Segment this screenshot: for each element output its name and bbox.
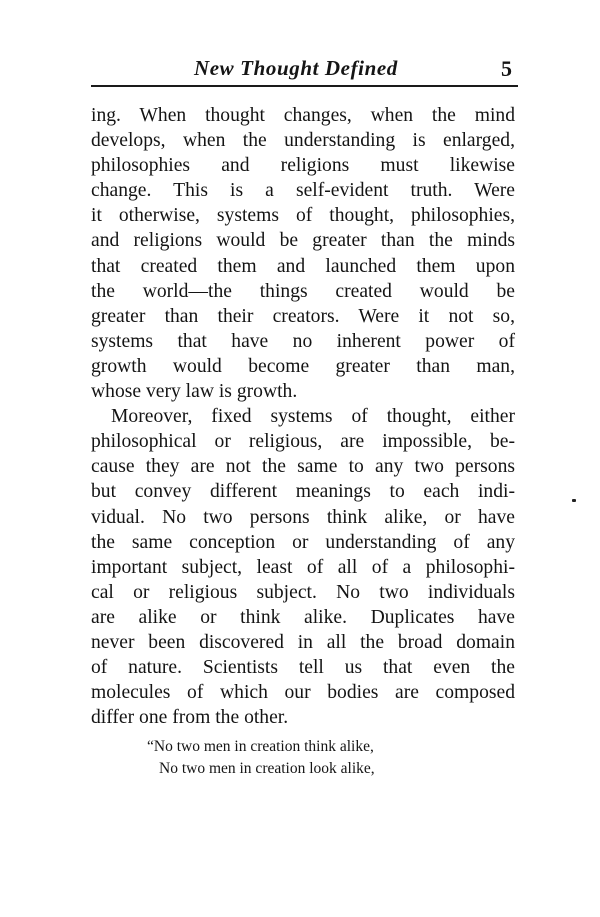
text-line: Moreover, fixed systems of thought, either [111,406,515,428]
text-line: philosophical or religious, are impossible, be- [91,431,515,453]
page-number: 5 [501,56,512,81]
text-line: of nature. Scientists tell us that even the [91,657,515,679]
text-line: greater than their creators. Were it not so, [91,305,515,327]
paragraph-2 [91,404,515,730]
verse-quotation [147,736,375,780]
text-line: that created them and launched them upon [91,255,515,277]
text-line: but convey different meanings to each indi- [91,481,515,503]
text-line: the same conception or understanding of any [91,531,515,553]
body-text [91,103,515,730]
verse-line: “No two men in creation think alike, [147,738,374,755]
text-line: it otherwise, systems of thought, philosophies, [91,205,515,227]
text-line: important subject, least of all of a philosophi- [91,556,515,578]
text-line: are alike or think alike. Duplicates have [91,606,515,628]
text-line: growth would become greater than man, [91,355,515,377]
running-head [91,50,518,86]
running-title: New Thought Defined [194,56,398,80]
text-line: ing. When thought changes, when the mind [91,105,515,126]
text-line: change. This is a self-evident truth. Were [91,180,515,202]
paragraph-1 [91,103,515,404]
header-rule [91,85,518,87]
text-line: vidual. No two persons think alike, or have [91,506,515,528]
text-line: cal or religious subject. No two individuals [91,581,515,603]
text-line: systems that have no inherent power of [91,330,515,352]
text-line: differ one from the other. [91,707,289,729]
scan-speck [572,499,576,502]
verse-line: No two men in creation look alike, [159,760,375,777]
text-line: philosophies and religions must likewise [91,155,515,177]
text-line: never been discovered in all the broad domain [91,631,515,653]
text-line: and religions would be greater than the minds [91,230,515,252]
text-line: cause they are not the same to any two persons [91,456,515,478]
text-line: molecules of which our bodies are composed [91,682,515,704]
text-line: develops, when the understanding is enlarged, [91,130,515,152]
text-line: the world—the things created would be [91,280,515,302]
text-line: whose very law is growth. [91,381,298,403]
